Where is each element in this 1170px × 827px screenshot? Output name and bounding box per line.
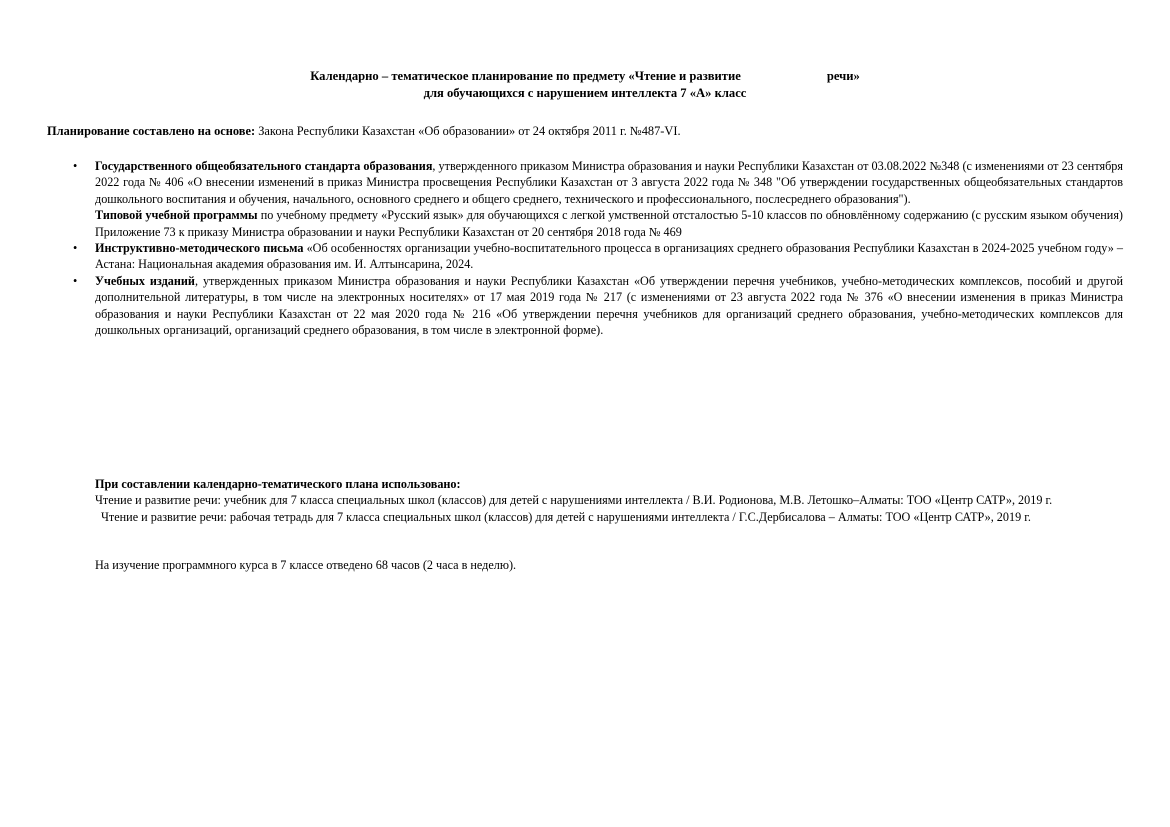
list-item-strong: Государственного общеобязательного стандарта образования: [95, 159, 433, 173]
title-line-1: [0, 68, 1170, 85]
list-item: [47, 273, 1123, 339]
title-line-1-main: Календарно – тематическое планирование по предмету «Чтение и развитие: [310, 69, 741, 83]
list-item-text: , утвержденных приказом Министра образования и науки Республики Казахстан «Об утверждении перечня учебников, учебно-методических комплексов, пособий и другой дополнительной литературы, в том числе на электронных носителях» от 17 мая 2019 года № 217 (с изменениями от 23 августа 2022 года № 376 «О внесении изменения в приказ Министра образования и науки Республики Казахстан от 22 мая 2020 года № 216 «Об утверждении перечня учебников для организаций среднего образования, учебно-методических комплексов для дошкольных организаций, организаций среднего образования, в том числе в электронной форме).: [95, 273, 1124, 338]
title-line-1-tail: речи»: [826, 69, 860, 83]
list-item-strong: Инструктивно-методического письма: [95, 241, 304, 256]
intro-rest-text: Закона Республики Казахстан «Об образовании» от 24 октября 2011 г. №487-VI.: [255, 124, 681, 138]
intro-lead-label: Планирование составлено на основе:: [47, 124, 256, 138]
intro-paragraph: [47, 123, 1123, 139]
sources-heading: При составлении календарно-тематического плана использовано:: [95, 477, 461, 491]
source-entry-textbook: Чтение и развитие речи: учебник для 7 класса специальных школ (классов) для детей с нарушениями интеллекта / В.И. Родионова, М.В. Летошко–Алматы: ТОО «Центр САТР», 2019 г.: [95, 493, 1053, 508]
list-item-text: по учебному предмету «Русский язык» для обучающихся с легкой умственной отсталостью 5-10 классов по обновлённому содержанию (с русским языком обучения) Приложение 73 к приказу Министра образовании и науки Республики Казахстан от 20 сентября 2018 года № 469: [95, 208, 1123, 239]
title-line-2: для обучающихся с нарушением интеллекта 7 «А» класс: [423, 86, 747, 100]
bullet-dot-icon: •: [73, 159, 78, 173]
list-item-strong: Типовой учебной программы: [95, 208, 258, 223]
bullet-dot-icon: •: [73, 273, 78, 288]
source-entry-workbook: Чтение и развитие речи: рабочая тетрадь для 7 класса специальных школ (классов) для детей с нарушениями интеллекта / Г.С.Дербисалова – Алматы: ТОО «Центр САТР», 2019 г.: [101, 509, 1031, 524]
sources-section: [47, 476, 1119, 574]
list-item: [47, 158, 1123, 207]
list-item-text: , утвержденного приказом Министра образования и науки Республики Казахстан от 03.08.2022 №348 (с изменениями от 23 сентября 2022 года № 406 «О внесении изменений в приказ Министра просвещения Республики Казахстан от 3 августа 2022 года № 348 "Об утверждении государственных общеобязательных стандартов дошкольного воспитания и обучения, начального, основного среднего и общего среднего, технического и профессионального, послесреднего образования").: [95, 159, 1123, 206]
basis-bullet-list: [47, 158, 1123, 338]
course-hours-note: На изучение программного курса в 7 классе отведено 68 часов (2 часа в неделю).: [95, 558, 517, 573]
list-item-text: «Об особенностях организации учебно-воспитательного процесса в организациях среднего образования Республики Казахстан в 2024-2025 учебном году» – Астана: Национальная академия образования им. И. Алтынсарина, 2024.: [95, 241, 1123, 272]
section-spacer: [47, 525, 1119, 557]
document-title-block: [0, 68, 1170, 102]
list-item: [47, 207, 1123, 240]
list-item-strong: Учебных изданий: [95, 273, 195, 288]
bullet-dot-icon: •: [73, 241, 78, 256]
list-item: [47, 240, 1123, 273]
